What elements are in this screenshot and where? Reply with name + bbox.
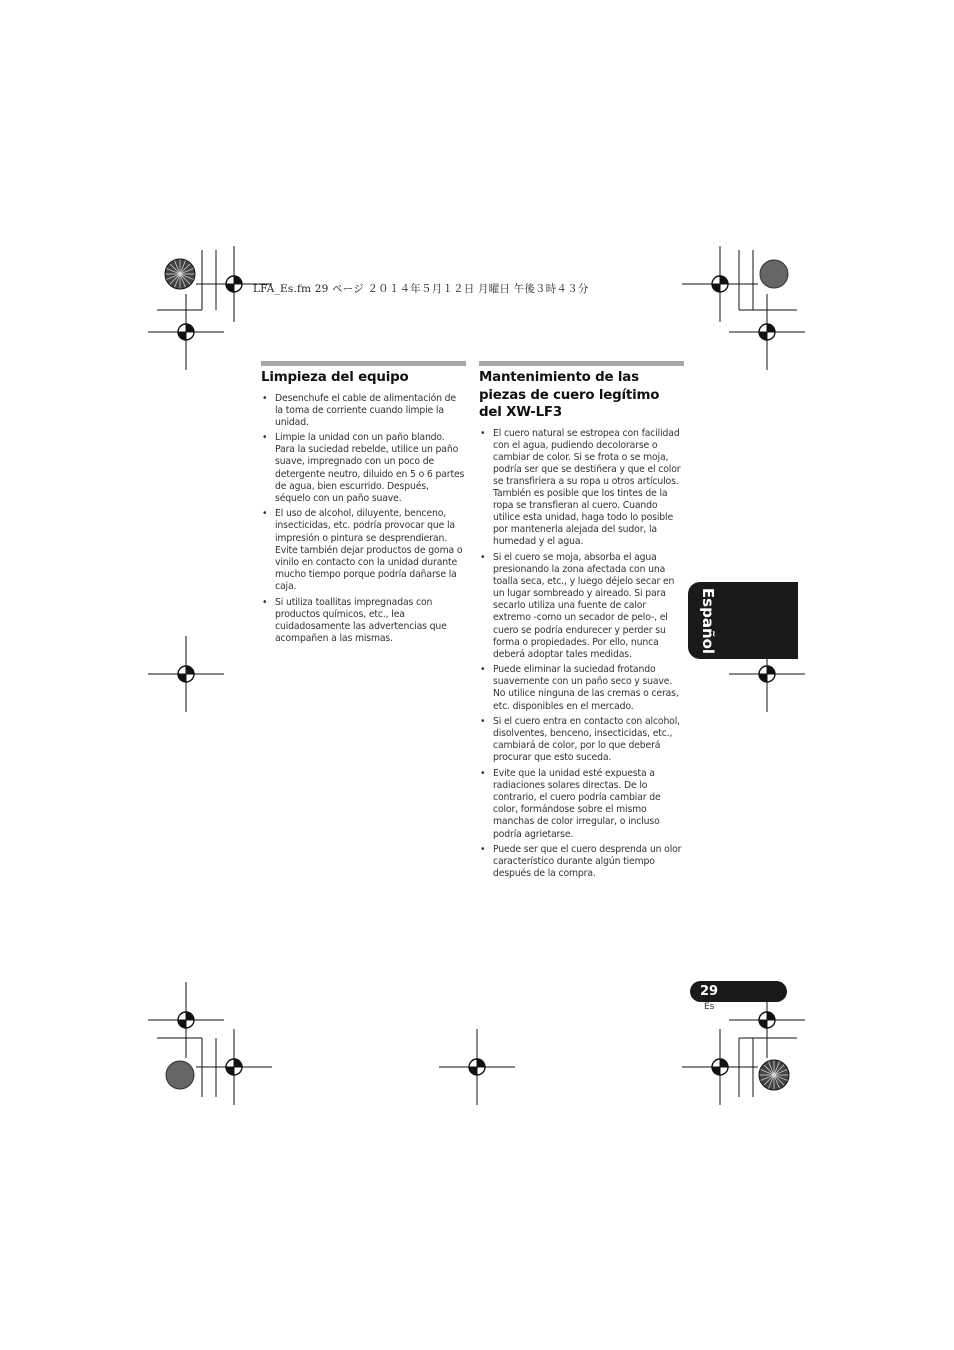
- language-tab-label: Español: [699, 587, 718, 654]
- page-language-code: Es: [704, 1002, 715, 1012]
- bullet-icon: •: [480, 844, 486, 856]
- list-item: [261, 393, 466, 429]
- list-item: [479, 664, 684, 712]
- list-item-text: Limpie la unidad con un paño blando. Para la suciedad rebelde, utilice un paño suave, impregnado con un poco de detergente neutro, diluido en 5 o 6 partes de agua, bien escurrido. Después, séquelo con un paño suave.: [275, 432, 465, 504]
- bullet-icon: •: [480, 427, 486, 439]
- file-header-line: LFA_Es.fm 29 ページ ２０１４年５月１２日 月曜日 午後３時４３分: [253, 283, 589, 295]
- bullet-icon: •: [480, 551, 486, 563]
- section-title: Mantenimiento de las piezas de cuero legítimo del XW-LF3: [479, 370, 660, 420]
- list-item: [261, 597, 466, 645]
- section-title: Limpieza del equipo: [261, 370, 409, 385]
- bullet-icon: •: [262, 508, 268, 520]
- list-item-text: El cuero natural se estropea con facilidad con el agua, pudiendo decolorarse o cambiar de color. Si se frota o se moja, podría ser que se destiñera y que el color se transfiriera a su ropa u otros artículos. También es posible que los tintes de la ropa se transfieran al cuero. Cuando utilice esta unidad, haga todo lo posible por mantenerla alejada del sudor, la humedad y el agua.: [493, 427, 681, 548]
- list-item: [261, 508, 466, 593]
- list-item-text: Evite que la unidad esté expuesta a radiaciones solares directas. De lo contrario, el cuero podría cambiar de color, formándose sobre el mismo manchas de color irregular, o incluso podría agrietarse.: [493, 768, 661, 840]
- bullet-icon: •: [262, 596, 268, 608]
- list-item: [479, 716, 684, 764]
- list-item-text: Puede eliminar la suciedad frotando suavemente con un paño seco y suave. No utilice ninguna de las cremas o ceras, etc. disponibles en el mercado.: [493, 664, 679, 712]
- list-item-text: Si el cuero entra en contacto con alcohol, disolventes, benceno, insecticidas, etc., cambiará de color, por lo que deberá procurar que esto suceda.: [493, 716, 680, 764]
- section-rule: [479, 361, 684, 366]
- list-item: [479, 428, 684, 549]
- list-item-text: Puede ser que el cuero desprenda un olor característico durante algún tiempo después de la compra.: [493, 844, 682, 880]
- list-item-text: Si utiliza toallitas impregnadas con productos químicos, etc., lea cuidadosamente las advertencias que acompañen a las mismas.: [275, 596, 447, 644]
- cleaning-list: [261, 393, 466, 645]
- list-item-text: Si el cuero se moja, absorba el agua presionando la zona afectada con una toalla seca, etc., y luego déjelo secar en un lugar sombreado y aireado. Si para secarlo utiliza una fuente de calor extremo -como un secador de pelo-, el cuero se podría endurecer y perder su forma o propiedades. Por ello, nunca deberá adoptar tales medidas.: [493, 551, 675, 660]
- section-rule: [261, 361, 466, 366]
- page-number: 29: [700, 984, 719, 999]
- leather-maintenance-section: [479, 361, 684, 884]
- list-item: [479, 552, 684, 661]
- leather-list: [479, 428, 684, 881]
- bullet-icon: •: [480, 768, 486, 780]
- list-item-text: Desenchufe el cable de alimentación de la toma de corriente cuando limpie la unidad.: [275, 392, 457, 428]
- list-item: [479, 768, 684, 841]
- language-tab: [688, 582, 798, 659]
- bullet-icon: •: [480, 716, 486, 728]
- bullet-icon: •: [262, 392, 268, 404]
- bullet-icon: •: [480, 664, 486, 676]
- list-item: [479, 844, 684, 880]
- list-item-text: El uso de alcohol, diluyente, benceno, insecticidas, etc. podría provocar que la impresión o pintura se desprendieran. Evite también dejar productos de goma o vinilo en contacto con la unidad durante mucho tiempo porque podría dañarse la caja.: [275, 508, 463, 592]
- list-item: [261, 432, 466, 505]
- cleaning-section: [261, 361, 466, 648]
- bullet-icon: •: [262, 432, 268, 444]
